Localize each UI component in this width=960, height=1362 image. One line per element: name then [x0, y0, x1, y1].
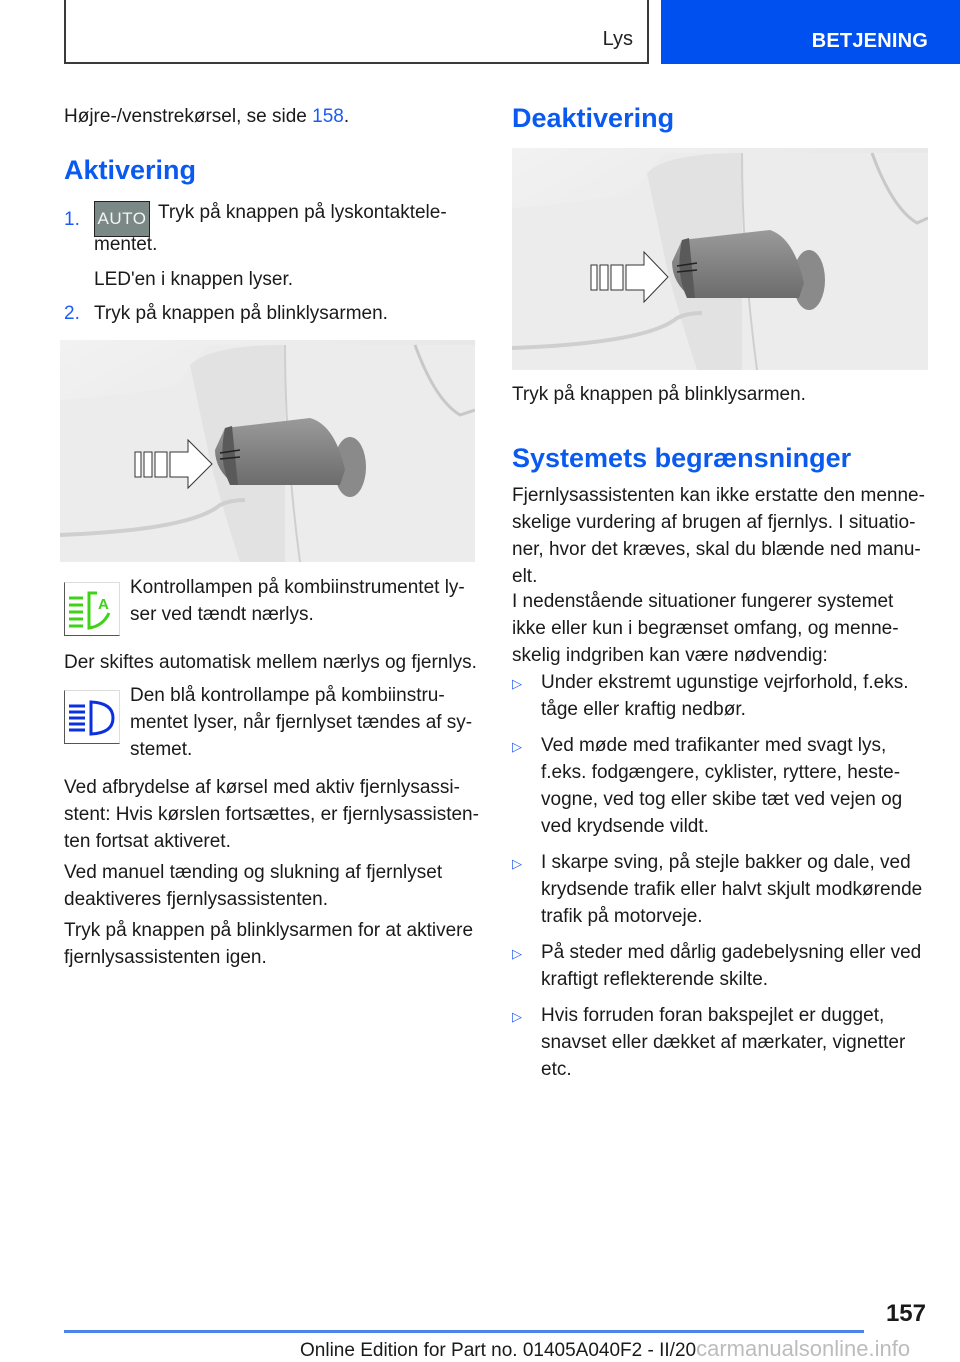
limitations-list	[512, 669, 928, 1092]
chapter-tab	[661, 0, 960, 64]
high-beam-indicator	[64, 690, 120, 744]
deactivate-caption: Tryk på knappen på blinklysarmen.	[512, 384, 806, 405]
section-title: Lys	[602, 28, 633, 50]
step-number: 2.	[64, 303, 80, 324]
step-text-cont: mentet.	[94, 234, 158, 255]
limitations-paragraph-1: Fjernlysassistenten kan ikke erstatte den menne- skelige vurdering af brugen af fjernlys. I situatio- ner, hvor det kræves, skal du blænde ned manu- elt.	[512, 485, 925, 587]
auto-low-beam-indicator	[64, 582, 120, 636]
auto-button-icon: AUTO	[94, 201, 150, 237]
triangle-bullet-icon: ▷	[512, 946, 522, 961]
heading-systemets-begraensninger: Systemets begrænsninger	[512, 443, 852, 473]
triangle-bullet-icon: ▷	[512, 739, 522, 754]
step-text: Tryk på knappen på lyskontaktele-	[158, 202, 447, 223]
page-number: 157	[885, 1300, 926, 1327]
turn-signal-lever-illustration-deactivate	[512, 148, 928, 370]
paragraph-reactivate: Tryk på knappen på blinklysarmen for at aktivere fjernlysassistenten igen.	[64, 920, 474, 968]
page-link[interactable]: 158	[312, 106, 344, 127]
high-beam-indicator-text: Den blå kontrollampe på kombiinstru- mentet lyser, når fjernlyset tændes af sy- stemet.	[130, 685, 473, 760]
auto-switch-text: Der skiftes automatisk mellem nærlys og fjernlys.	[64, 652, 477, 673]
footer-edition: Online Edition for Part no. 01405A040F2 - II/20carmanualsonline.info	[300, 1336, 911, 1361]
list-item: ▷ Under ekstremt ugunstige vejrforhold, f.eks. tåge eller kraftig nedbør.	[512, 672, 909, 720]
chapter-title: BETJENING	[811, 30, 928, 52]
watermark: carmanualsonline.info	[696, 1336, 911, 1361]
low-beam-indicator-text: Kontrollampen på kombiinstrumentet ly- ser ved tændt nærlys.	[130, 577, 465, 625]
list-item: ▷ Ved møde med trafikanter med svagt lys, f.eks. fodgængere, cyklister, ryttere, heste- vogne, ved tog eller skibe tæt ved vejen og ved krydsende vildt.	[512, 735, 903, 837]
limitations-paragraph-2: I nedenstående situationer fungerer systemet ikke eller kun i begrænset omfang, og menne- skelig indgriben kan være nødvendig:	[512, 591, 899, 666]
step-note: LED'en i knappen lyser.	[94, 269, 294, 290]
heading-aktivering: Aktivering	[64, 155, 197, 185]
intro-text: Højre-/venstrekørsel, se side 158.	[64, 106, 350, 127]
step-number: 1.	[64, 209, 80, 230]
list-item: ▷ På steder med dårlig gadebelysning eller ved kraftigt reflekterende skilte.	[512, 942, 922, 990]
footer-divider	[64, 1330, 864, 1333]
svg-text:A: A	[98, 596, 109, 613]
list-item: ▷ Hvis forruden foran bakspejlet er dugget, snavset eller dækket af mærkater, vignetter etc.	[512, 1005, 906, 1080]
paragraph-interruption: Ved afbrydelse af kørsel med aktiv fjernlysassi- stent: Hvis kørslen fortsættes, er fjernlysassisten- ten fortsat aktiveret.	[64, 777, 479, 852]
header-section-box	[64, 0, 649, 64]
paragraph-manual: Ved manuel tænding og slukning af fjernlyset deaktiveres fjernlysassistenten.	[64, 862, 443, 910]
list-item: ▷ I skarpe sving, på stejle bakker og dale, ved krydsende trafik eller halvt skjult modkørende trafik på motorveje.	[512, 852, 923, 927]
triangle-bullet-icon: ▷	[512, 856, 522, 871]
triangle-bullet-icon: ▷	[512, 676, 522, 691]
heading-deaktivering: Deaktivering	[512, 103, 675, 133]
triangle-bullet-icon: ▷	[512, 1009, 522, 1024]
auto-low-beam-indicator-icon	[65, 583, 119, 635]
high-beam-indicator-icon	[65, 691, 119, 743]
step-text: Tryk på knappen på blinklysarmen.	[94, 303, 388, 324]
turn-signal-lever-illustration	[60, 340, 475, 562]
